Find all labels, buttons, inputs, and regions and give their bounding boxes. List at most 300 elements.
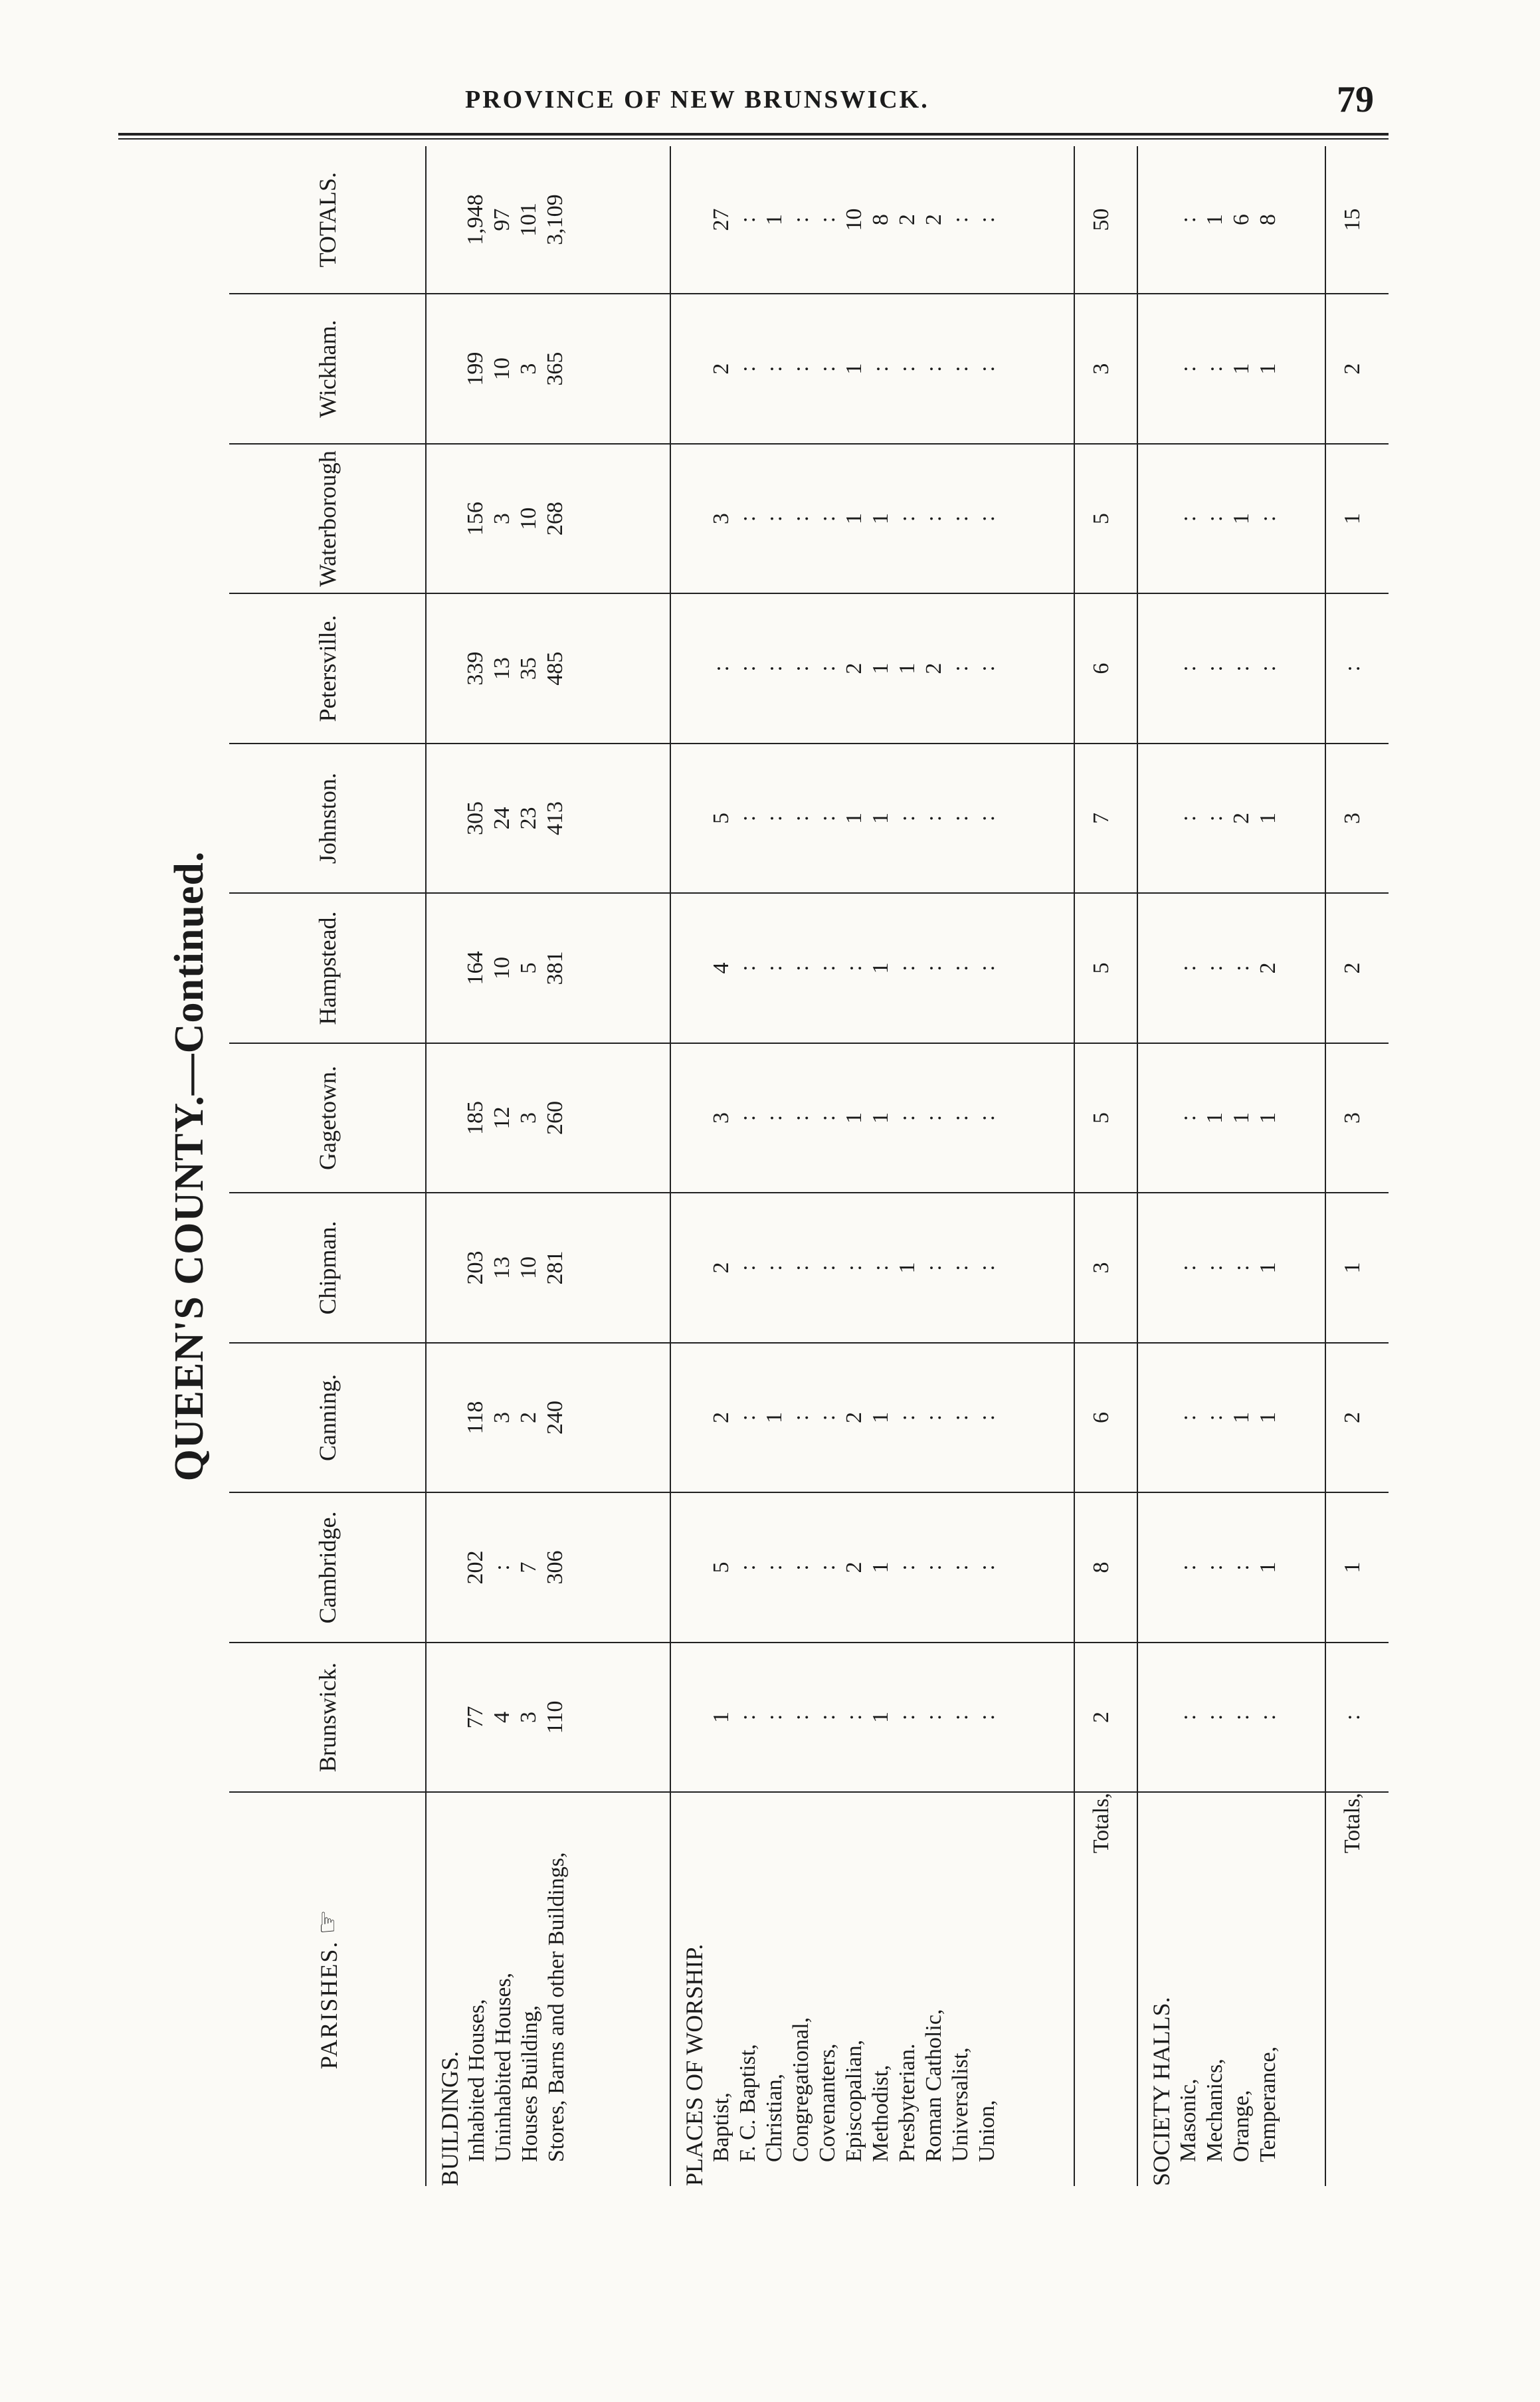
table-cell: : (789, 965, 814, 971)
table-cell: 268 (543, 502, 567, 536)
table-cell: 10 (490, 957, 514, 980)
totals-cell: 3 (1325, 744, 1389, 893)
table-cell: 1 (1229, 363, 1254, 375)
table-cell: : (975, 365, 1000, 372)
table-cell: : (1256, 515, 1281, 522)
table-cell: 1 (1256, 1561, 1281, 1573)
table-cell: : (948, 515, 973, 522)
row-label: Orange, (1229, 2090, 1254, 2162)
row-label: Episcopalian, (842, 2039, 867, 2162)
table-cell: : (948, 1264, 973, 1271)
table-cell: 2 (842, 1411, 867, 1423)
table-cell: : (1229, 1264, 1254, 1271)
table-cell: 306 (543, 1550, 567, 1585)
table-cell: : (1176, 216, 1201, 223)
table-cell: : (1229, 665, 1254, 672)
value-column-cell (426, 744, 670, 893)
value-column-cell (670, 593, 1074, 743)
table-cell: : (895, 965, 920, 971)
worship-totals-row (1074, 146, 1138, 2186)
totals-cell: 1 (1325, 1492, 1389, 1642)
table-cell: 1 (1256, 1262, 1281, 1274)
value-column-cell (670, 1492, 1074, 1642)
totals-cell: 2 (1325, 294, 1389, 443)
table-cell: : (948, 965, 973, 971)
table-cell: : (815, 1114, 840, 1122)
table-cell: : (789, 815, 814, 822)
totals-cell: 5 (1074, 1043, 1138, 1193)
table-cell: 1 (842, 813, 867, 825)
table-cell: 35 (516, 657, 541, 680)
totals-cell: 1 (1325, 444, 1389, 593)
table-cell: 1 (868, 1112, 894, 1124)
value-column-cell (426, 893, 670, 1043)
table-cell: 118 (463, 1401, 488, 1435)
table-cell: : (789, 365, 814, 372)
table-cell: : (921, 365, 947, 372)
table-cell: : (815, 216, 840, 223)
table-cell: 3 (709, 1112, 734, 1124)
table-cell: : (1176, 1564, 1201, 1571)
table-cell: : (921, 1714, 947, 1721)
table-cell: : (842, 1714, 867, 1721)
table-cell: 5 (709, 1561, 734, 1573)
table-cell: 365 (543, 351, 567, 386)
table-cell: 1 (1229, 1112, 1254, 1124)
table-cell: : (709, 665, 734, 672)
totals-cell: 3 (1325, 1043, 1389, 1193)
totals-cell: 2 (1325, 893, 1389, 1043)
table-cell: 1 (1256, 1112, 1281, 1124)
totals-cell: 1 (1325, 1193, 1389, 1342)
column-header: Waterborough (229, 444, 426, 593)
table-cell: : (1176, 1414, 1201, 1421)
table-cell: : (868, 365, 894, 372)
table-cell: : (789, 1564, 814, 1571)
table-cell: 3 (516, 1711, 541, 1723)
table-cell: : (815, 815, 840, 822)
value-column-cell (426, 1193, 670, 1342)
table-cell: 413 (543, 801, 567, 836)
table-cell: : (921, 815, 947, 822)
table-cell: 185 (463, 1101, 488, 1136)
value-column-cell (670, 744, 1074, 893)
value-column-cell (1137, 593, 1325, 743)
table-cell: : (1203, 515, 1228, 522)
table-cell: : (815, 1414, 840, 1421)
table-cell: : (975, 216, 1000, 223)
table-cell: : (842, 1264, 867, 1271)
table-cell: 381 (543, 951, 567, 985)
value-column-cell (1137, 146, 1325, 294)
table-cell: : (1176, 1714, 1201, 1721)
table-cell: : (789, 665, 814, 672)
table-cell: : (789, 216, 814, 223)
value-column-cell (670, 1643, 1074, 1792)
table-cell: : (842, 965, 867, 971)
table-cell: 1 (1229, 513, 1254, 525)
table-cell: 1 (868, 662, 894, 674)
column-header: Hampstead. (229, 893, 426, 1043)
table-cell: : (921, 1414, 947, 1421)
table-cell: 1 (1229, 1411, 1254, 1423)
table-cell: : (815, 515, 840, 522)
table-cell: 3 (490, 1411, 514, 1423)
table-cell: : (895, 365, 920, 372)
totals-cell: 5 (1074, 893, 1138, 1043)
totals-cell: : (1325, 593, 1389, 743)
table-cell: 10 (842, 208, 867, 231)
table-cell: 5 (709, 813, 734, 825)
table-cell: : (735, 1564, 761, 1571)
table-cell: 1 (868, 1561, 894, 1573)
table-cell: : (1203, 1414, 1228, 1421)
table-cell: : (921, 1564, 947, 1571)
rotated-table-frame (166, 146, 1389, 2186)
totals-cell: 3 (1074, 294, 1138, 443)
table-cell: : (735, 515, 761, 522)
table-cell: : (975, 515, 1000, 522)
table-cell: 2 (1256, 962, 1281, 974)
table-cell: : (1203, 965, 1228, 971)
pointing-hand-icon: ☞ (312, 1909, 343, 1935)
parishes-header (229, 1792, 426, 2186)
table-cell: : (1256, 1714, 1281, 1721)
table-cell: 1 (709, 1711, 734, 1723)
halls-totals-row (1325, 146, 1389, 2186)
table-cell: 1 (1256, 813, 1281, 825)
table-cell: 2 (709, 1411, 734, 1423)
table-cell: : (975, 665, 1000, 672)
table-cell: 6 (1229, 214, 1254, 226)
table-cell: 1 (1203, 1112, 1228, 1124)
table-cell: 97 (490, 208, 514, 231)
totals-cell: 15 (1325, 146, 1389, 294)
value-column-cell (426, 1343, 670, 1492)
table-cell: : (975, 1114, 1000, 1122)
table-cell: : (735, 665, 761, 672)
table-cell: : (1203, 665, 1228, 672)
row-label: Christian, (762, 2073, 787, 2162)
table-cell: 305 (463, 801, 488, 836)
table-cell: : (789, 1114, 814, 1122)
table-cell: : (735, 365, 761, 372)
value-column-cell (1137, 1343, 1325, 1492)
table-cell: : (948, 1414, 973, 1421)
table-cell: : (735, 1264, 761, 1271)
table-cell: : (1176, 515, 1201, 522)
row-label: Uninhabited Houses, (491, 1972, 516, 2162)
table-cell: 240 (543, 1400, 567, 1435)
value-column-cell (1137, 1043, 1325, 1193)
value-column-cell (1137, 1492, 1325, 1642)
table-cell: : (895, 1414, 920, 1421)
value-column-cell (426, 146, 670, 294)
column-header: Johnston. (229, 744, 426, 893)
table-cell: 1 (895, 662, 920, 674)
table-cell: : (1176, 815, 1201, 822)
totals-cell: : (1325, 1643, 1389, 1792)
table-cell: : (815, 665, 840, 672)
table-cell: : (1203, 1714, 1228, 1721)
table-cell: : (762, 815, 787, 822)
table-cell: 8 (868, 214, 894, 226)
column-header: Wickham. (229, 294, 426, 443)
table-cell: : (762, 1264, 787, 1271)
value-column-cell (670, 1193, 1074, 1342)
table-cell: : (975, 965, 1000, 971)
table-cell: 8 (1256, 214, 1281, 226)
value-column-cell (426, 1643, 670, 1792)
table-cell: : (975, 1714, 1000, 1721)
totals-cell: 6 (1074, 593, 1138, 743)
column-header: Canning. (229, 1343, 426, 1492)
table-cell: 13 (490, 1256, 514, 1279)
table-cell: : (762, 515, 787, 522)
table-cell: 1 (842, 363, 867, 375)
table-cell: : (490, 1564, 514, 1571)
table-cell: : (815, 1714, 840, 1721)
row-label: Union, (975, 2100, 1000, 2162)
value-column-cell (1137, 1643, 1325, 1792)
table-cell: : (1229, 1564, 1254, 1571)
table-cell: : (948, 1114, 973, 1122)
value-column-cell (670, 1343, 1074, 1492)
value-column-cell (670, 294, 1074, 443)
table-cell: : (1203, 1264, 1228, 1271)
table-cell: : (895, 1564, 920, 1571)
table-cell: 2 (895, 214, 920, 226)
value-column-cell (670, 893, 1074, 1043)
column-header: Petersville. (229, 593, 426, 743)
value-column-cell (670, 146, 1074, 294)
table-cell: : (921, 515, 947, 522)
table-cell: 1 (762, 214, 787, 226)
row-label: Congregational, (789, 2017, 814, 2162)
table-cell: 3 (516, 363, 541, 375)
totals-cell: 7 (1074, 744, 1138, 893)
table-cell: 3 (516, 1112, 541, 1124)
table-cell: 2 (842, 1561, 867, 1573)
row-label: Mechanics, (1203, 2058, 1228, 2162)
row-label: Masonic, (1176, 2078, 1201, 2162)
table-cell: : (975, 815, 1000, 822)
buildings-labels (426, 1792, 670, 2186)
table-cell: : (735, 965, 761, 971)
table-cell: : (975, 1414, 1000, 1421)
table-cell: : (735, 1414, 761, 1421)
table-cell: 1 (1256, 363, 1281, 375)
value-column-cell (426, 444, 670, 593)
value-column-cell (670, 1043, 1074, 1193)
table-cell: : (815, 1564, 840, 1571)
value-column-cell (1137, 893, 1325, 1043)
table-cell: : (948, 815, 973, 822)
value-column-cell (670, 444, 1074, 593)
column-header: Gagetown. (229, 1043, 426, 1193)
table-cell: : (735, 1714, 761, 1721)
table-cell: 23 (516, 807, 541, 830)
page-number: 79 (1337, 79, 1374, 120)
column-header-row (229, 146, 426, 2186)
table-cell: 485 (543, 651, 567, 686)
totals-cell: 50 (1074, 146, 1138, 294)
table-cell: 77 (463, 1706, 488, 1729)
value-column-cell (426, 1492, 670, 1642)
table-cell: 4 (490, 1711, 514, 1723)
table-cell: : (815, 1264, 840, 1271)
table-cell: : (762, 365, 787, 372)
row-label: Universalist, (948, 2047, 973, 2162)
table-cell: : (1203, 815, 1228, 822)
totals-label: Totals, (1074, 1792, 1138, 2186)
table-cell: 281 (543, 1251, 567, 1285)
table-cell: : (921, 965, 947, 971)
table-cell: : (948, 365, 973, 372)
parish-statistics-table (229, 146, 1389, 2186)
row-label: Houses Building, (518, 2005, 542, 2162)
table-cell: 4 (709, 962, 734, 974)
table-cell: 3,109 (543, 194, 567, 245)
table-cell: 10 (516, 1256, 541, 1279)
table-cell: : (975, 1264, 1000, 1271)
halls-block (1137, 146, 1325, 2186)
table-cell: : (762, 665, 787, 672)
row-label: Baptist, (709, 2092, 734, 2162)
table-cell: 202 (463, 1550, 488, 1585)
table-cell: : (1176, 1264, 1201, 1271)
table-cell: 1 (1256, 1411, 1281, 1423)
table-cell: : (948, 1714, 973, 1721)
table-cell: : (1176, 965, 1201, 971)
table-cell: 1 (868, 513, 894, 525)
table-cell: 1 (842, 513, 867, 525)
totals-cell: 2 (1325, 1343, 1389, 1492)
table-cell: 1 (842, 1112, 867, 1124)
table-cell: 12 (490, 1106, 514, 1130)
table-cell: 2 (921, 214, 947, 226)
table-cell: 2 (921, 662, 947, 674)
table-cell: 1 (895, 1262, 920, 1274)
section-heading: SOCIETY HALLS. (1148, 1997, 1175, 2186)
table-cell: : (1229, 965, 1254, 971)
table-cell: : (1176, 1114, 1201, 1122)
header-rule (118, 133, 1389, 136)
table-cell: 1 (868, 813, 894, 825)
table-cell: 164 (463, 951, 488, 985)
row-label: Presbyterian. (895, 2043, 920, 2162)
table-cell: 2 (1229, 813, 1254, 825)
table-cell: : (1203, 365, 1228, 372)
table-cell: 1 (868, 1711, 894, 1723)
row-label: Stores, Barns and other Buildings, (544, 1852, 569, 2162)
table-cell: 3 (490, 513, 514, 525)
table-cell: : (895, 1714, 920, 1721)
halls-labels (1137, 1792, 1325, 2186)
column-header: Cambridge. (229, 1492, 426, 1642)
value-column-cell (1137, 1193, 1325, 1342)
column-header: Brunswick. (229, 1643, 426, 1792)
value-column-cell (426, 1043, 670, 1193)
section-heading: PLACES OF WORSHIP. (681, 1944, 708, 2186)
table-cell: 101 (516, 203, 541, 237)
table-cell: : (948, 1564, 973, 1571)
table-cell: 260 (543, 1101, 567, 1136)
header-rule-thin (118, 138, 1389, 140)
table-cell: : (815, 965, 840, 971)
parishes-label: PARISHES. (315, 1940, 342, 2070)
table-cell: : (895, 515, 920, 522)
row-label: Roman Catholic, (921, 2009, 947, 2162)
row-label: Covenanters, (815, 2043, 840, 2162)
value-column-cell (426, 593, 670, 743)
totals-cell: 8 (1074, 1492, 1138, 1642)
table-cell: 2 (709, 363, 734, 375)
table-cell: 24 (490, 807, 514, 830)
column-header: Chipman. (229, 1193, 426, 1342)
table-cell: : (762, 1564, 787, 1571)
table-cell: 27 (709, 208, 734, 231)
totals-cell: 5 (1074, 444, 1138, 593)
table-cell: : (735, 1114, 761, 1122)
table-cell: 1 (1203, 214, 1228, 226)
table-cell: 7 (516, 1561, 541, 1573)
table-cell: : (868, 1264, 894, 1271)
table-cell: 10 (516, 507, 541, 530)
row-label: Inhabited Houses, (464, 1999, 489, 2162)
column-header: TOTALS. (229, 146, 426, 294)
table-cell: : (789, 1414, 814, 1421)
table-title: QUEEN'S COUNTY.—Continued. (167, 851, 212, 1482)
table-cell: 1 (868, 962, 894, 974)
table-cell: : (895, 1114, 920, 1122)
table-cell: 339 (463, 651, 488, 686)
table-cell: : (762, 965, 787, 971)
table-cell: 1 (868, 1411, 894, 1423)
table-cell: 203 (463, 1251, 488, 1285)
table-cell: 2 (842, 662, 867, 674)
row-label: Temperance, (1256, 2046, 1281, 2162)
table-cell: : (762, 1114, 787, 1122)
table-cell: : (921, 1264, 947, 1271)
table-cell: 1,948 (463, 194, 488, 245)
table-cell: 5 (516, 962, 541, 974)
row-label: F. C. Baptist, (735, 2044, 761, 2162)
table-cell: : (735, 815, 761, 822)
table-cell: : (762, 1714, 787, 1721)
table-cell: 10 (490, 357, 514, 381)
totals-label: Totals, (1325, 1792, 1389, 2186)
value-column-cell (426, 294, 670, 443)
table-cell: : (789, 1714, 814, 1721)
totals-cell: 3 (1074, 1193, 1138, 1342)
table-cell: : (815, 365, 840, 372)
running-head: PROVINCE OF NEW BRUNSWICK. (465, 86, 929, 114)
table-cell: 156 (463, 502, 488, 536)
value-column-cell (1137, 294, 1325, 443)
table-cell: : (948, 665, 973, 672)
worship-block (670, 146, 1074, 2186)
totals-cell: 2 (1074, 1643, 1138, 1792)
table-cell: : (895, 815, 920, 822)
table-cell: : (1203, 1564, 1228, 1571)
table-cell: : (789, 1264, 814, 1271)
table-cell: 110 (543, 1700, 567, 1734)
table-cell: : (789, 515, 814, 522)
buildings-block (426, 146, 670, 2186)
table-cell: 2 (709, 1262, 734, 1274)
table-cell: 2 (516, 1411, 541, 1423)
